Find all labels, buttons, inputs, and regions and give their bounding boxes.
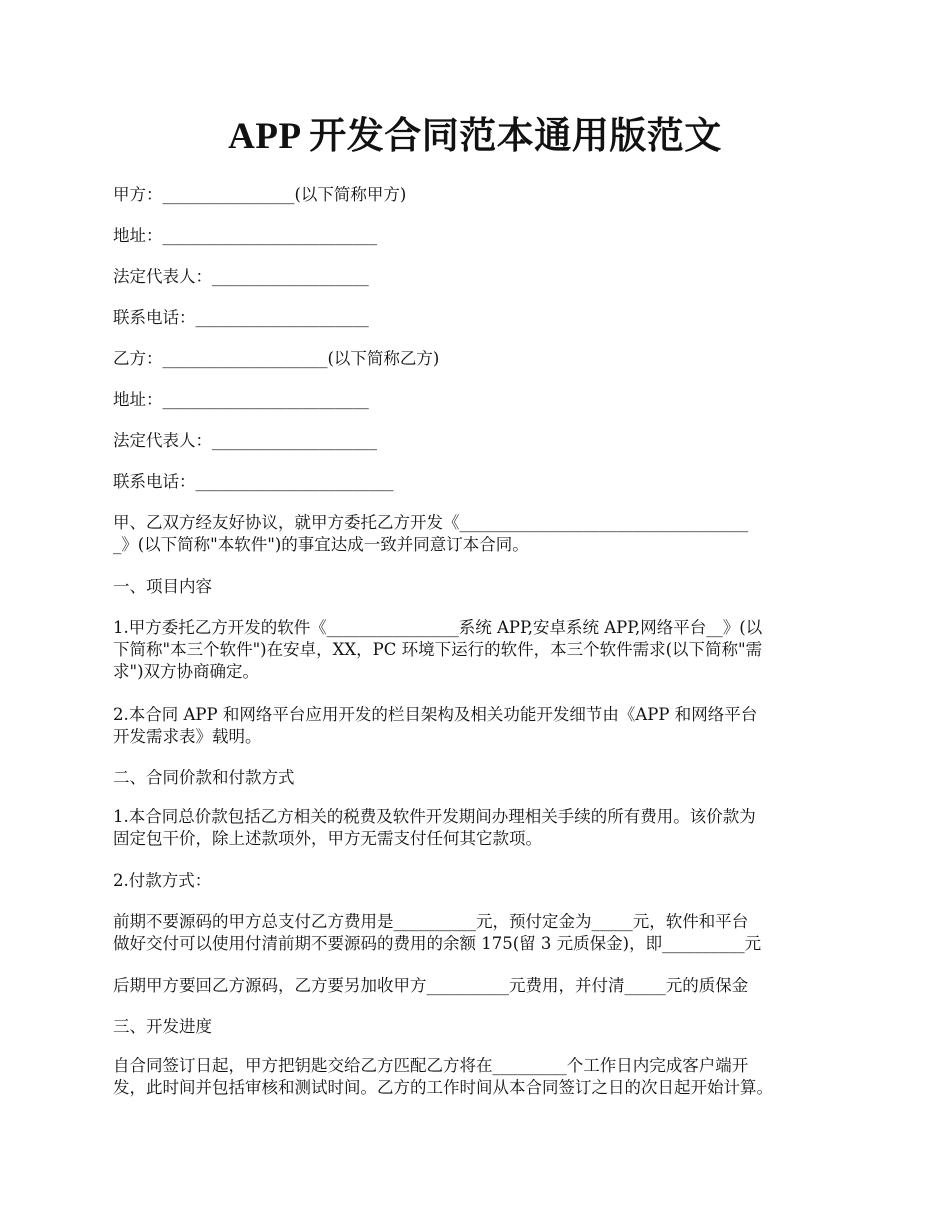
payment-item-1-line: 固定包干价，除上述款项外，甲方无需支付任何其它款项。	[113, 829, 542, 848]
intro-line: 甲、乙双方经友好协议，就甲方委托乙方开发《___________________________________	[113, 513, 749, 532]
project-item-1-line: 求")双方协商确定。	[113, 662, 260, 681]
payment-early-paragraph	[113, 911, 843, 955]
party-b-phone: 联系电话：________________________	[113, 472, 394, 491]
intro-line: _》(以下简称"本软件")的事宜达成一致并同意订本合同。	[113, 535, 529, 554]
payment-item-1-line: 1.本合同总价款包括乙方相关的税费及软件开发期间办理相关手续的所有费用。该价款为	[113, 807, 756, 826]
party-a-name: 甲方：________________(以下简称甲方)	[113, 185, 407, 204]
party-a-phone: 联系电话：_____________________	[113, 308, 369, 327]
payment-late-paragraph: 后期甲方要回乙方源码，乙方要另加收甲方__________元费用，并付清_____元的质保金	[113, 976, 749, 995]
project-item-1-line: 1.甲方委托乙方开发的软件《________________系统 APP,安卓系统 APP,网络平台__》(以	[113, 618, 763, 637]
party-a-address: 地址：__________________________	[113, 226, 377, 245]
section-heading-project: 一、项目内容	[113, 577, 212, 596]
party-a-representative: 法定代表人：___________________	[113, 267, 369, 286]
party-b-representative: 法定代表人：____________________	[113, 431, 377, 450]
project-item-2-line: 开发需求表》载明。	[113, 727, 262, 746]
party-b-address: 地址：_________________________	[113, 390, 369, 409]
payment-early-line: 前期不要源码的甲方总支付乙方费用是__________元，预付定金为_____元，软件和平台	[113, 912, 749, 931]
project-item-2	[113, 704, 843, 748]
project-item-2-line: 2.本合同 APP 和网络平台应用开发的栏目架构及相关功能开发细节由《APP 和网络平台	[113, 705, 758, 724]
party-b-name: 乙方：____________________(以下简称乙方)	[113, 349, 440, 368]
project-item-1-line: 下简称"本三个软件")在安卓，XX，PC 环境下运行的软件，本三个软件需求(以下简称"需	[113, 640, 763, 659]
payment-early-line: 做好交付可以使用付清前期不要源码的费用的余额 175(留 3 元质保金)，即__________元	[113, 934, 762, 953]
schedule-line: 自合同签订日起，甲方把钥匙交给乙方匹配乙方将在_________个工作日内完成客户端开	[113, 1056, 749, 1075]
section-heading-payment: 二、合同价款和付款方式	[113, 768, 295, 787]
document-title: APP 开发合同范本通用版范文	[228, 116, 722, 157]
intro-paragraph	[113, 512, 843, 556]
section-heading-schedule: 三、开发进度	[113, 1017, 212, 1036]
schedule-paragraph	[113, 1055, 843, 1099]
payment-item-2: 2.付款方式：	[113, 871, 212, 890]
project-item-1	[113, 617, 843, 683]
payment-item-1	[113, 806, 843, 850]
schedule-line: 发，此时间并包括审核和测试时间。乙方的工作时间从本合同签订之日的次日起开始计算。	[113, 1078, 773, 1097]
